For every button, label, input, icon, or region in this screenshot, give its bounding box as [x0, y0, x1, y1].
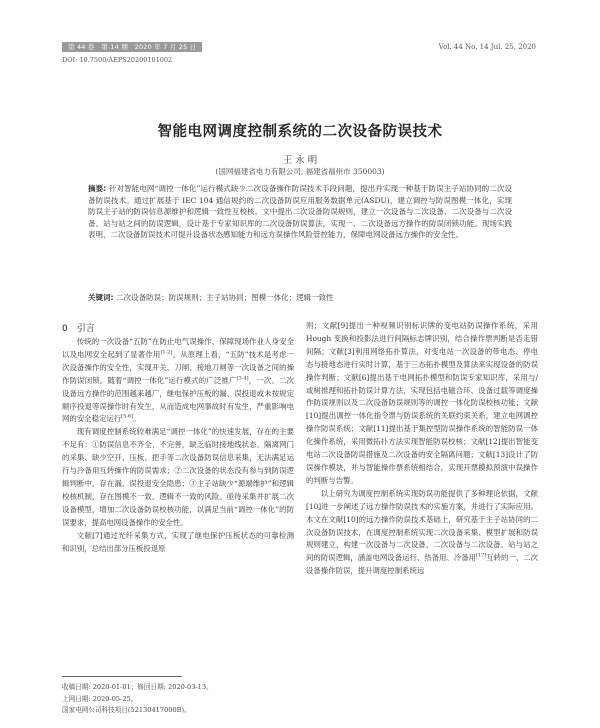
footnote-received: 收稿日期: 2020-01-01；修回日期: 2020-03-13。 — [62, 683, 213, 691]
footnote-online: 上网日期: 2020-05-25。 — [62, 694, 138, 703]
doi: DOI: 10.7500/AEPS20200101002 — [62, 56, 173, 64]
body-column-left — [62, 336, 294, 555]
footnote-funding: 国家电网公司科技项目(52130417000B)。 — [62, 706, 191, 714]
keywords — [88, 292, 512, 303]
section-heading: 0 引言 — [62, 324, 95, 334]
paragraph: 则；文献[9]提出一种视频识别标识牌的变电站防误操作系统，采用 Hough 变换和投影法进行间隔标志牌识别，结合操作票判断是否走错间隔；文献[3]利用网络拓扑算法，对变电站一次设备的带电态、停电态与接地态进行实时计算，基于三态拓扑模型及算法来实现设备的防误操作判断；文献[6]提出基于电网拓扑模型和防误专家知识库，采用与/或树推理和拓扑防误计算方法，实现包括电磁合环、设备过载等调度操作防误规则以及二次设备防误规则等的调控一体化防误校核功能；文献[10]提出调控一体化指令票与防误系统的关联约束关系，建立电网调控操作防误系统；文献[11]提出基于集控型防误操作系统的智能防误一体化操作系统，采用微拓扑方法实现智能防误校核；文献[12]提出智能变电站二次设备防误措施及二次设备的安全隔离问题；文献[13]设计了防误操作模块，并与智能操作票系统相结合，实现开票模拟预演中误操作的判断与告警。 — [306, 321, 538, 485]
paragraph: 现有调度控制系统较难满足“调控一体化”的快速发展，存在的主要不足有：①防误信息不齐全、不完善，缺乏临时接地线状态、隔离网门的采集、缺少空开、压板、把手等二次设备防误信息采集，无法满足运行与冷备用互转操作的防误需求；②二次设备的状态没有参与到防误逻辑判断中，存在漏、误投退安全隐患；③主子站缺少“源端维护”和逻辑校核机制，存在图模不一致、逻辑不一致的风险。亟待采集并扩展二次设备模型，增加二次设备防误校核功能，以满足当前“调控一体化”的防误要求，提高电网设备操作的安全性。 — [62, 427, 294, 527]
journal-issue-band: 第 44 卷 第 14 期 2020 年 7 月 25 日 — [62, 42, 202, 52]
footnote-divider — [62, 676, 182, 677]
journal-volume-en: Vol. 44 No. 14 Jul. 25, 2020 — [438, 43, 536, 51]
paper-title: 智能电网调度控制系统的二次设备防误技术 — [157, 124, 443, 140]
footnotes — [62, 682, 213, 717]
keywords-text: 二次设备防误；防误规则；主子站协同；图模一体化；逻辑一致性 — [116, 293, 334, 302]
paragraph: 传统的一次设备“五防”在防止电气误操作、保障现场作业人身安全以及电网安全起到了显著作用[1-2]。从原理上看，“五防”技术是考虑一次设备操作的安全性，实现开关、刀闸、接地刀闸等一次设备之间的操作防误闭锁。随着“调控一体化”运行模式的广泛推广[3-4]，一次、二次设备远方操作的范围越来越广，继电保护压板的漏、误投退或未按规定顺序投退等误操作时有发生，从而造成电网事故时有发生，严重影响电网的安全稳定运行[5-6]。 — [62, 337, 294, 424]
abstract-label: 摘要: — [88, 184, 109, 193]
paragraph: 文献[7]通过光纤采集方式，实现了继电保护压板状态的可靠检测和识别，总结出部分压板投退原 — [62, 530, 294, 553]
abstract — [88, 183, 512, 241]
keywords-label: 关键词: — [88, 293, 117, 302]
affiliation: (国网福建省电力有限公司, 福建省福州市 350003) — [215, 167, 385, 176]
paragraph: 以上研究为调度控制系统实现防误功能提供了多种理论依据，文献[10]进一步阐述了远方操作防误技术的实施方案，并进行了实际应用。本文在文献[10]的远方操作防误技术基础上，研究基于主子站协同的二次设备防误技术，在调度控制系统实现二次设备采集、模型扩展和防误规则建立，构建一次设备与二次设备、二次设备与二次设备、站与站之间的防误逻辑，涵盖电网设备运行、热备用、冷备用[17]互转的一、二次设备操作防误，提升调度控制系统远 — [306, 488, 539, 576]
body-column-right — [306, 320, 538, 578]
abstract-text: 针对智能电网“调控一体化”运行模式缺少二次设备操作防误技术手段问题，提出并实现一种基于防误主子站协同的二次设备防误技术。通过扩展基于 IEC 104 通信规约的二次设备防误应用服务数据单元(ASDU)，建立调控与防误图模一体化，实现防误主子站的防误信息源维护和逻辑一致性互校核。文中提出二次设备防误规则，建立一次设备与二次设备、二次设备与二次设备、站与站之间的防误逻辑，设计基于专家知识库的二次设备防误算法，实现一、二次设备远方操作的防误闭锁功能。现场实践表明，二次设备防误技术可提升设备状态感知能力和远方误操作风险管控能力，保障电网设备远方操作的安全性。 — [88, 184, 512, 240]
author: 王 永 明 — [282, 155, 318, 166]
